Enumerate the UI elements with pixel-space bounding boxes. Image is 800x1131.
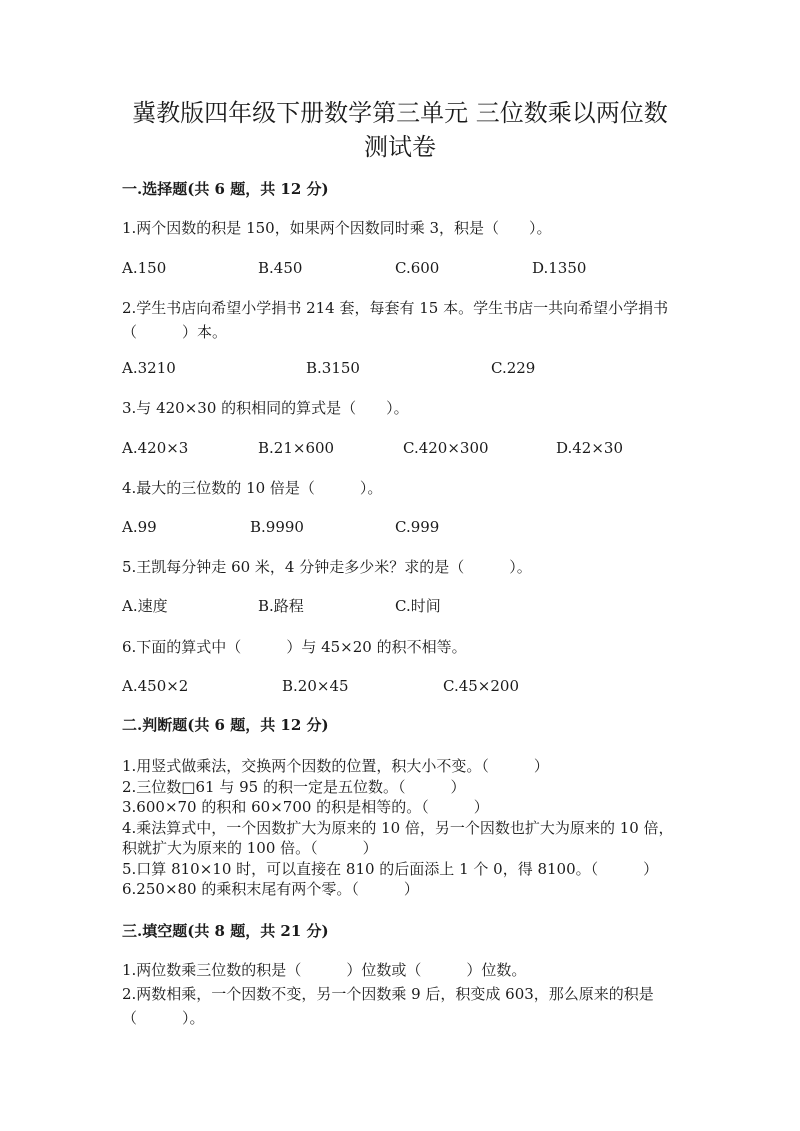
section-heading-true-false: 二.判断题(共 6 题，共 12 分) xyxy=(122,716,329,734)
options-row xyxy=(0,436,800,460)
option: A.3210 xyxy=(122,359,176,377)
options-row xyxy=(0,515,800,539)
option: A.450×2 xyxy=(122,677,189,695)
true-false-item: 5.口算 810×10 时，可以直接在 810 的后面添上 1 个 0，得 8100。（ ） xyxy=(122,859,659,878)
question-text: 2.学生书店向希望小学捐书 214 套，每套有 15 本。学生书店一共向希望小学捐书（ ）本。 xyxy=(122,299,669,341)
exam-title xyxy=(100,96,700,164)
fill-in-item: 1.两位数乘三位数的积是（ ）位数或（ ）位数。 xyxy=(122,961,527,979)
option: C.420×300 xyxy=(403,439,489,457)
option: A.150 xyxy=(122,259,167,277)
option: B.450 xyxy=(258,259,303,277)
true-false-item: 2.三位数□61 与 95 的积一定是五位数。（ ） xyxy=(122,777,466,796)
option: A.420×3 xyxy=(122,439,189,457)
true-false-item: 1.用竖式做乘法，交换两个因数的位置，积大小不变。（ ） xyxy=(122,757,549,775)
question-text: 3.与 420×30 的积相同的算式是（ ）。 xyxy=(122,399,409,417)
option: B.3150 xyxy=(306,359,360,377)
options-row xyxy=(0,356,800,380)
option: A.99 xyxy=(122,518,157,536)
title-line-2: 测试卷 xyxy=(364,133,436,161)
question-text: 5.王凯每分钟走 60 米，4 分钟走多少米？求的是（ ）。 xyxy=(122,558,532,576)
option: C.229 xyxy=(491,359,536,377)
options-row xyxy=(0,594,800,618)
option: B.21×600 xyxy=(258,439,335,457)
option: C.999 xyxy=(395,518,440,536)
true-false-item: 3.600×70 的积和 60×700 的积是相等的。（ ） xyxy=(122,798,489,816)
options-row xyxy=(0,256,800,280)
true-false-item: 4.乘法算式中，一个因数扩大为原来的 10 倍，另一个因数也扩大为原来的 10 倍，积就扩大为原来的 100 倍。（ ） xyxy=(122,818,674,857)
option: B.路程 xyxy=(258,597,304,615)
question-text: 6.下面的算式中（ ）与 45×20 的积不相等。 xyxy=(122,638,467,656)
title-line-1: 冀教版四年级下册数学第三单元 三位数乘以两位数 xyxy=(132,99,668,127)
options-row xyxy=(0,674,800,698)
section-heading-choice: 一.选择题(共 6 题，共 12 分) xyxy=(122,180,329,198)
option: B.9990 xyxy=(250,518,304,536)
option: C.45×200 xyxy=(443,677,519,695)
true-false-list xyxy=(122,756,682,900)
fill-in-list xyxy=(122,958,682,1030)
option: D.1350 xyxy=(532,259,587,277)
section-heading-fill-in: 三.填空题(共 8 题，共 21 分) xyxy=(122,922,329,940)
option: C.600 xyxy=(395,259,440,277)
option: A.速度 xyxy=(122,597,168,615)
option: D.42×30 xyxy=(556,439,624,457)
question-text: 4.最大的三位数的 10 倍是（ ）。 xyxy=(122,479,383,497)
true-false-item: 6.250×80 的乘积末尾有两个零。（ ） xyxy=(122,880,419,898)
option: C.时间 xyxy=(395,597,441,615)
option: B.20×45 xyxy=(282,677,349,695)
fill-in-item: 2.两数相乘，一个因数不变，另一个因数乘 9 后，积变成 603，那么原来的积是（ ）。 xyxy=(122,985,654,1027)
question-text: 1.两个因数的积是 150，如果两个因数同时乘 3，积是（ ）。 xyxy=(122,219,552,237)
